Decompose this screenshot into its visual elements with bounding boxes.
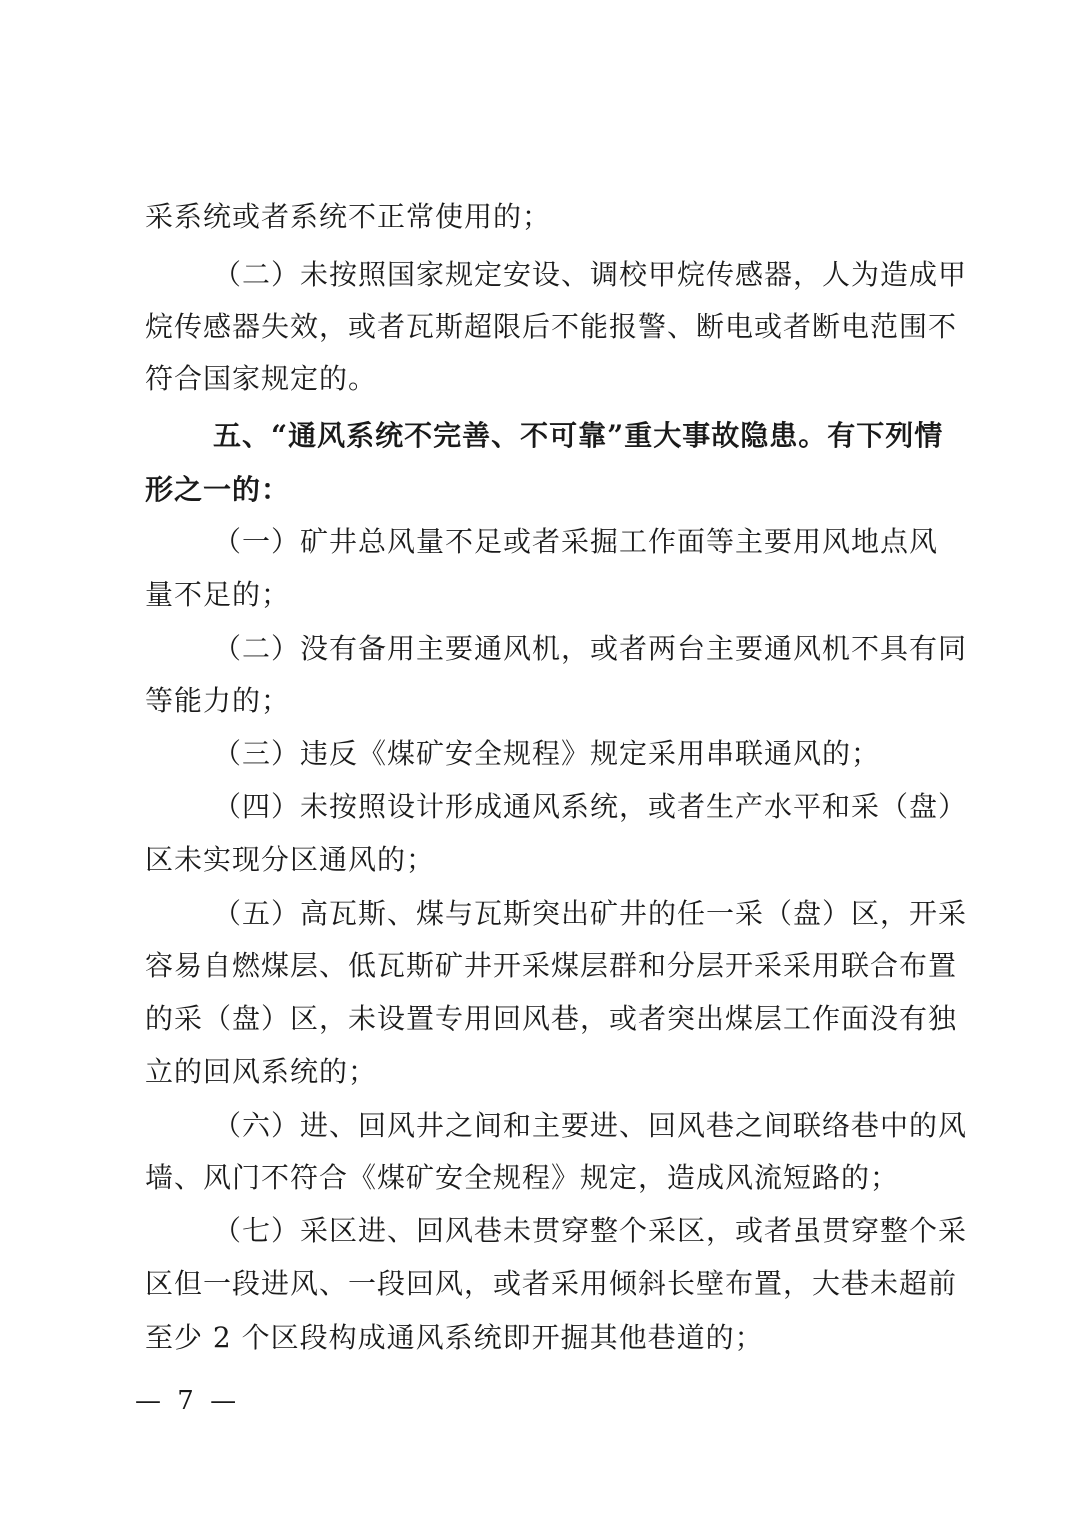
text-line: （三）违反《煤矿安全规程》规定采用串联通风的； — [213, 737, 881, 770]
section-heading: 形之一的： — [145, 473, 291, 506]
text-line: （五）高瓦斯、煤与瓦斯突出矿井的任一采（盘）区，开采 — [213, 897, 968, 930]
text-line: （四）未按照设计形成通风系统，或者生产水平和采（盘） — [213, 790, 968, 823]
text-line: （二）未按照国家规定安设、调校甲烷传感器，人为造成甲 — [213, 258, 968, 291]
text-line: （七）采区进、回风巷未贯穿整个采区，或者虽贯穿整个采 — [213, 1214, 968, 1247]
text-line: 容易自燃煤层、低瓦斯矿井开采煤层群和分层开采采用联合布置 — [145, 949, 958, 982]
text-line: 区未实现分区通风的； — [145, 843, 436, 876]
text-line: （六）进、回风井之间和主要进、回风巷之间联络巷中的风 — [213, 1109, 968, 1142]
text-line: （二）没有备用主要通风机，或者两台主要通风机不具有同 — [213, 632, 968, 665]
text-line: 符合国家规定的。 — [145, 362, 378, 395]
text-line: 墙、风门不符合《煤矿安全规程》规定，造成风流短路的； — [145, 1161, 900, 1194]
text-line: 量不足的； — [145, 578, 291, 611]
text-line: 烷传感器失效，或者瓦斯超限后不能报警、断电或者断电范围不 — [145, 310, 958, 343]
section-heading: 五、“通风系统不完善、不可靠”重大事故隐患。有下列情 — [213, 419, 944, 452]
text-line: （一）矿井总风量不足或者采掘工作面等主要用风地点风 — [213, 525, 939, 558]
text-line: 立的回风系统的； — [145, 1055, 378, 1088]
text-line: 区但一段进风、一段回风，或者采用倾斜长壁布置，大巷未超前 — [145, 1267, 958, 1300]
text-line: 至少 2 个区段构成通风系统即开掘其他巷道的； — [145, 1321, 764, 1354]
page-number: — 7 — — [135, 1386, 241, 1416]
text-line: 的采（盘）区，未设置专用回风巷，或者突出煤层工作面没有独 — [145, 1002, 958, 1035]
text-line: 等能力的； — [145, 684, 291, 717]
text-line: 采系统或者系统不正常使用的； — [145, 200, 552, 233]
